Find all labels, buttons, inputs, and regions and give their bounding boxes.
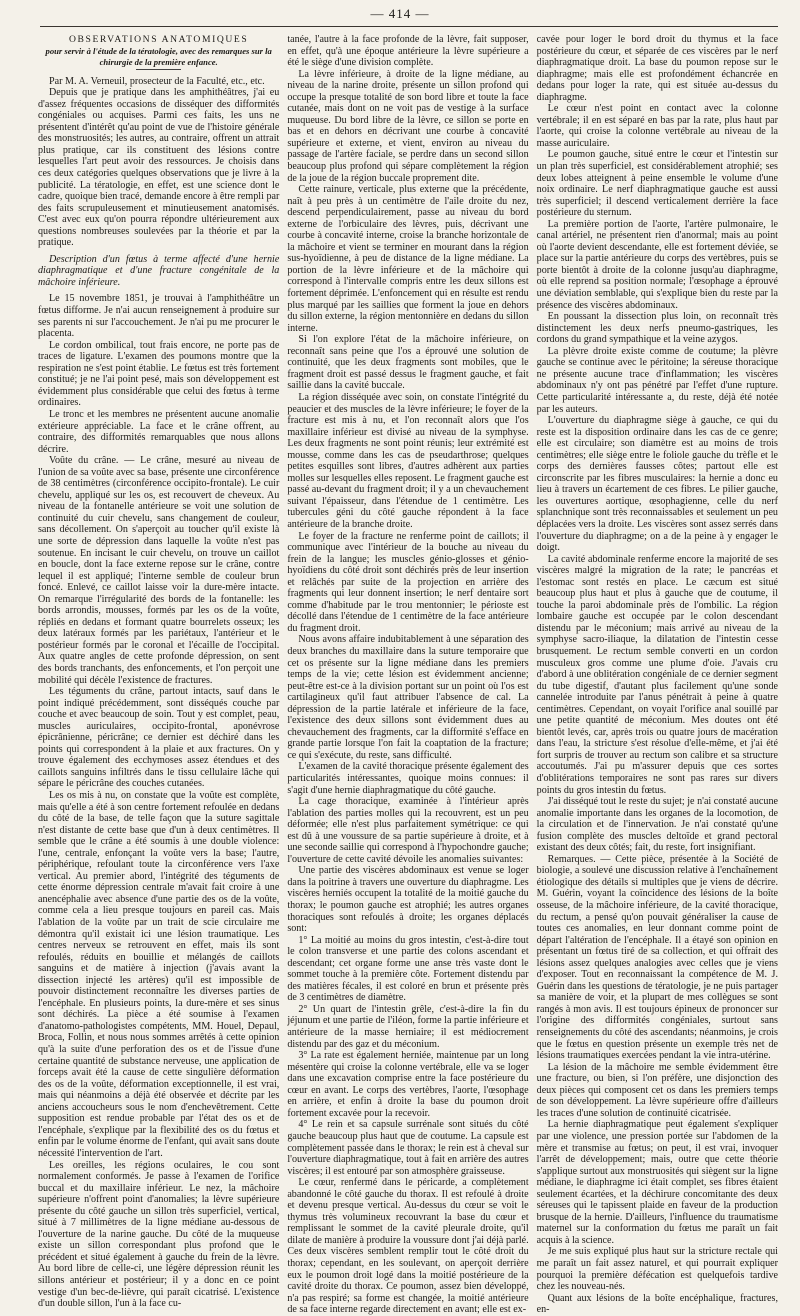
paragraph: Le cœur, renfermé dans le péricarde, a complètement abandonné le côté gauche du thorax. Il est refoulé à droite et devenu presque vertical. Au-dessus du cœur se voit le thymus très volumineux recouvrant la base du cœur et remplissant le sommet de la cavité pleurale droite, qu'il dilate de manière à produire la voussure dont j'ai déjà parlé. Ces deux viscères semblent remplir tout le côté droit du thorax; cependant, en les soulevant, on aperçoit derrière eux le poumon droit logé dans la moitié postérieure de la cavité droite du thorax. Ce poumon, assez bien développé, n'a pas respiré; sa forme est changée, la moitié antérieure de sa face interne regarde directement en avant; elle est ex- [287,1177,529,1316]
paragraph: cavée pour loger le bord droit du thymus et la face postérieure du cœur, et séparée de ces viscères par le nerf diaphragmatique droit. La base du poumon repose sur le diaphragme; mais elle est profondément échancrée en dedans pour loger la rate, qui est située au-dessus du diaphragme. [536,34,778,103]
paragraph: 4° Le rein et sa capsule surrénale sont situés du côté gauche beaucoup plus haut que de coutume. La capsule est complètement passée dans le thorax; le rein est à cheval sur l'ouverture diaphragmatique, tout à fait en arrière des autres viscères; il est entouré par son atmosphère graisseuse. [287,1119,529,1177]
paragraph: Voûte du crâne. — Le crâne, mesuré au niveau de l'union de sa voûte avec sa base, présente une circonférence de 38 centimètres (circonférence occipito-frontale). Le cuir chevelu, appliqué sur les os, est recouvert de cheveux. Au niveau de la fontanelle antérieure se voit une solution de continuité du cuir chevelu, sans changement de couleur, sans décollement. On s'aperçoit au toucher qu'il existe là une sorte de dépression dans laquelle la voûte n'est pas soutenue. En incisant le cuir chevelu, on trouve un caillot en boucle, dont la face externe repose sur le crâne, contre lequel il est appliqué; l'interne semble de couleur brun foncé. Enlevé, ce caillot laisse voir la dure-mère intacte. On remarque l'irrégularité des bords de la fontanelle: les bords arrondis, mousses, formés par les os de la voûte, répliés en dedans et formant quatre bourrelets osseux; les deux latéraux formés par les pariétaux, l'antérieur et le postérieur formés par le coronal et l'écaille de l'occipital. Aux quatre angles de cette profonde dépression, on sent des bords tranchants, des enfoncements, et l'on perçoit une mobilité qui décèle l'existence de fractures. [38,455,280,686]
section-title: OBSERVATIONS ANATOMIQUES [68,34,249,45]
paragraph: La hernie diaphragmatique peut également s'expliquer par une violence, une pression portée sur l'abdomen de la mère et transmise au fœtus; on peut, il est vrai, invoquer l'arrêt de développement; mais, outre que cette théorie s'applique surtout aux monstruosités qui siègent sur la ligne médiane, le diaphragme ici était complet, ses fibres étaient seulement écartées, et la déchirure concomitante des deux séreuses qui le tapissent plaide en faveur de la production brusque de la hernie. D'ailleurs, l'influence du traumatisme maternel sur la conformation du fœtus me paraît un fait acquis à la science. [536,1119,778,1246]
paragraph: Les os mis à nu, on constate que la voûte est complète, mais qu'elle a été à son centre fortement refoulée en dedans du côté de la base, de telle façon que la suture sagittale n'est distante de cette base que d'un à deux centimètres. Il semble que le crâne a été soumis à une double violence: l'une, centrale, enfonçant la voûte vers la base; l'autre, périphérique, refoulant toute la circonférence vers l'axe vertical. Au premier abord, l'intégrité des téguments de cette énorme dépression centrale m'avait fait croire à une anencéphalie avec absence d'une partie des os de la voûte, comme cela a lieu presque toujours en pareil cas. Mais l'ablation de la voûte par un trait de scie circulaire me démontra qu'il existait ici une lésion traumatique. Les centres nerveux se retrouvent en effet, mais ils sont refoulés, réduits en bouillie et mélangés de caillots sanguins et de matière à injection (j'avais avant la dissection injecté les artères) qu'il est impossible de pouvoir distinctement reconnaître les diverses parties de l'encéphale. En plusieurs points, la dure-mère et ses sinus sont déchirés. La pièce a été soumise à l'examen d'anatomo-pathologistes compétents, MM. Houel, Depaul, Broca, Follin, et nous nous sommes arrêtés à cette opinion qu'à la suite d'une perforation des os et de l'issue d'une certaine quantité de substance nerveuse, une application de forceps avait été la cause de cette singulière déformation des os de la voûte, déformation exceptionnelle, il est vrai, mais qui néanmoins a déjà été observée et décrite par les anciens accoucheurs sous le nom d'enchevêtrement. Cette supposition est rendue probable par l'état des os et de l'encéphale, s'explique par la flexibilité des os du fœtus et enfin par le volume énorme de l'enfant, qui avait sans doute nécessité l'intervention de l'art. [38,790,280,1159]
paragraph: En poussant la dissection plus loin, on reconnaît très distinctement les deux nerfs pneumo-gastriques, les cordons du grand sympathique et la veine azygos. [536,311,778,346]
paragraph: La première portion de l'aorte, l'artère pulmonaire, le canal artériel, ne présentent rien d'anormal; mais au point où l'aorte devient descendante, elle est fortement déviée, se place sur la partie antérieure du corps des vertèbres, puis se porte bientôt à droite de la colonne jusqu'au diaphragme, où elle reprend sa position normale; l'œsophage a éprouvé une déviation semblable, qui s'explique bien du reste par la présence des viscères abdominaux. [536,218,778,311]
paragraph: 1° La moitié au moins du gros intestin, c'est-à-dire tout le colon transverse et une partie des colons ascendant et descendant; cet organe forme une anse très vaste dont le sommet touche à la première côte. Fortement distendu par des matières fécales, il est coloré en brun et présente près de 3 centimètres de diamètre. [287,934,529,1004]
paragraph: La plèvre droite existe comme de coutume; la plèvre gauche se continue avec le péritoine; la séreuse thoracique ne présente aucune trace d'inflammation; les viscères abdominaux n'y ont pas pénétré par l'effet d'une rupture. Cette particularité intéressante a, du reste, déjà été notée par les auteurs. [536,345,778,415]
paragraph: La lèvre inférieure, à droite de la ligne médiane, au niveau de la narine droite, présente un sillon profond qui occupe la presque totalité de son bord libre et toute la face cutanée, mais dont on ne voit pas de vestige à la surface muqueuse. Du bord libre de la lèvre, ce sillon se porte en bas et en dehors en décrivant une courbe à concavité supérieure et externe, et vient, environ au niveau du passage de l'artère faciale, se perdre dans un second sillon beaucoup plus profond qui sépare complètement la région de la joue de la région buccale proprement dite. [287,68,529,184]
paragraph: L'examen de la cavité thoracique présente également des particularités intéressantes, quoique moins connues: il s'agit d'une hernie diaphragmatique du côté gauche. [287,761,529,796]
paragraph: Quant aux lésions de la boîte encéphalique, fractures, en- [536,1292,778,1316]
paragraph: La cavité abdominale renferme encore la majorité de ses viscères malgré la migration de la rate; le pancréas et l'estomac sont restés en place. Le cæcum est situé beaucoup plus haut et plus à gauche que de coutume, il touche la paroi abdominale près de l'ombilic. La région lombaire gauche est occupée par le colon descendant distendu par le méconium; mais arrivé au niveau de la symphyse sacro-iliaque, la dilatation de l'intestin cesse brusquement. Le rectum semble converti en un cordon musculeux gros comme une plume d'oie. J'avais cru d'abord à une oblitération congéniale de ce dernier segment du tube digestif, d'autant plus facilement qu'une sonde cannelée introduite par l'anus pénétrait à peine à quatre centimètres. Cependant, on voyait l'orifice anal souillé par une petite quantité de méconium. Mes doutes ont été bientôt levés, car, après trois ou quatre jours de macération dans l'eau, la stricture s'est résolue d'elle-même, et j'ai été fort surpris de trouver au rectum son calibre et sa structure accoutumés. J'ai pu m'assurer depuis que ces sortes d'oblitérations temporaires ne sont pas rares sur divers points du gros intestin du fœtus. [536,553,778,796]
text-columns [38,34,778,1316]
header-rule [40,26,778,27]
paragraph: 3° La rate est également herniée, maintenue par un long mésentère qui croise la colonne vertébrale, elle va se loger dans une excavation comprise entre la face postérieure du cœur en avant. Le corps des vertèbres, l'aorte, l'œsophage en arrière, et enfin à droite la base du poumon droit fortement excavée pour la recevoir. [287,1050,529,1119]
section-subtitle: pour servir à l'étude de la tératologie, avec des remarques sur la chirurgie de la première enfance. [45,45,272,68]
paragraph: Le poumon gauche, situé entre le cœur et l'intestin sur un plan très superficiel, est considérablement atrophié; ses deux lobes atteignent à peine ensemble le volume d'une noix ordinaire. Le nerf diaphragmatique gauche est aussi très superficiel; il descend verticalement derrière la face postérieure du sternum. [536,149,778,219]
paragraph: 2° Un quart de l'intestin grêle, c'est-à-dire la fin du jéjunum et une partie de l'iléon, forme la partie inférieure et antérieure de la masse herniaire; il est médiocrement distendu par des gaz et du méconium. [287,1003,529,1050]
column-right [536,34,778,1316]
paragraph: Une partie des viscères abdominaux est venue se loger dans la poitrine à travers une ouverture du diaphragme. Les viscères herniés occupent la totalité de la moitié gauche du thorax; le poumon gauche est atrophié; les autres organes thoraciques sont refoulés à droite; les organes déplacés sont: [287,865,529,935]
title-divider [136,69,181,70]
paragraph: Les oreilles, les régions oculaires, le cou sont normalement conformés. Je passe à l'examen de l'orifice buccal et du maxillaire inférieur. Le nez, la mâchoire supérieure n'offrent point d'anomalies; la lèvre supérieure présente du côté gauche un sillon très superficiel, vertical, situé à 7 millimètres de la ligne médiane au-dessous de l'ouverture de la narine gauche. Du côté de la muqueuse existe un sillon correspondant plus profond que le précédent et situé également à gauche du frein de la lèvre. Au bord libre de celle-ci, une légère dépression réunit les sillons antérieur et postérieur; il y a donc en ce point vestige d'un bec-de-lièvre, qui paraît cicatrisé. L'existence d'un double sillon, l'un à la face cu- [38,1159,280,1310]
article-title: Description d'un fœtus à terme affecté d'une hernie diaphragmatique et d'une fracture congénitale de la mâchoire inférieure. [38,253,280,288]
paragraph: Remarques. — Cette pièce, présentée à la Société de biologie, a soulevé une discussion relative à l'enchaînement étiologique des détails si multiples que je viens de décrire. M. Guérin, voyant la coïncidence des lésions de la boîte osseuse, de la mâchoire inférieure, de la cavité thoracique, du rectum, a pensé qu'on pouvait généraliser la cause de toutes ces anomalies, en leur donnant comme point de départ l'altération de l'encéphale. Il a étayé son opinion en présentant un fœtus tiré de sa collection, et qui offrait des lésions assez quelques analogies avec celles que je viens d'exposer. Tout en reconnaissant la compétence de M. J. Guérin dans les questions de tératologie, je ne puis partager sa manière de voir, et la plupart de mes collègues se sont rangés à mon avis. Il est toujours épineux de prononcer sur l'origine des difformités congéniales, surtout sans renseignements du côté des ascendants; néanmoins, je crois que le fœtus en question présente un exemple très net de lésions traumatiques exercées pendant la vie intra-utérine. [536,853,778,1062]
paragraph: L'ouverture du diaphragme siège à gauche, ce qui du reste est la disposition ordinaire dans les cas de ce genre; elle est circulaire; son diamètre est au moins de trois centimètres; elle siège entre le foliole gauche du trèfle et le corps des dernières fausses côtes; partout elle est circonscrite par les fibres musculaires: la hernie a donc eu lieu à travers un écartement de ces fibres. Le pilier gauche, les ouvertures aortique, œsophagienne, celle du nerf splanchnique sont très reconnaissables et seulement un peu déplacées vers la droite. Les viscères sont assez serrés dans l'ouverture du diaphragme; on a de la peine à y engager le doigt. [536,415,778,554]
column-left [38,34,280,1310]
paragraph: Depuis que je pratique dans les amphithéâtres, j'ai eu d'assez fréquentes occasions de disséquer des difformités congéniales ou acquises. Parmi ces faits, les uns ne présentent d'intérêt qu'au point de vue de l'histoire générale des monstruosités; les autres, au contraire, offrent un attrait plus pratique, car ils constituent des lésions contre lesquelles l'art peut avoir des ressources. Je choisis dans ces deux catégories quelques observations que je livre à la publicité. La tératologie, en effet, est une science dont le cadre, quoique bien tracé, demande encore à être rempli par des faits scrupuleusement et minutieusement anatomisés. C'est avec eux qu'on pourra répondre ultérieurement aux questions nombreuses soulevées par la théorie et par la pratique. [38,87,280,249]
paragraph: Le tronc et les membres ne présentent aucune anomalie extérieure appréciable. La face et le crâne offrent, au contraire, des difformités remarquables que nous allons décrire. [38,408,280,455]
author-line: Par M. A. Verneuil, prosecteur de la Faculté, etc., etc. [49,75,265,87]
column-middle [287,34,529,1316]
paragraph: La lésion de la mâchoire me semble évidemment être une fracture, ou bien, si l'on préfère, une disjonction des deux pièces qui composent cet os dans les premiers temps de son développement. La lèvre supérieure offre d'ailleurs les traces d'une solution de continuité cicatrisée. [536,1061,778,1119]
paragraph: Le 15 novembre 1851, je trouvai à l'amphithéâtre un fœtus difforme. Je n'ai aucun renseignement à produire sur ses parents ni sur l'accouchement. Je n'ai pu me procurer le placenta. [38,293,280,340]
paragraph: Le cordon ombilical, tout frais encore, ne porte pas de traces de ligature. L'examen des poumons montre que la respiration ne s'est point établie. Le fœtus est très fortement constitué; je ne l'ai point pesé, mais son développement est évidemment plus considérable que celui des fœtus à terme ordinaires. [38,339,280,409]
paragraph: La région disséquée avec soin, on constate l'intégrité du peaucier et des muscles de la lèvre inférieure; le foyer de la fracture est mis à nu, et l'on reconnaît alors que l'os maxillaire inférieur est divisé au niveau de la symphyse. Les deux fragments ne sont point réunis; leur extrémité est mousse, comme dans les cas de pseudarthrose; quelques petites esquilles sont libres, d'autres adhèrent aux parties molles sur lesquelles elles reposent. Le fragment gauche est passé au-devant du fragment droit; il y a un chevauchement suivant l'épaisseur, dans l'étendue de 1 centimètre. Les tubercules géni du côté gauche répondent à la face antérieure de la branche droite. [287,391,529,530]
paragraph: Le cœur n'est point en contact avec la colonne vertébrale; il en est séparé en bas par la rate, plus haut par l'aorte, qui croise la colonne vertébrale au niveau de la masse auriculaire. [536,103,778,149]
paragraph: Si l'on explore l'état de la mâchoire inférieure, on reconnaît sans peine que l'os a éprouvé une solution de continuité, que les deux fragments sont mobiles, que le fragment droit est passé dessus le fragment gauche, et fait saillie dans la cavité buccale. [287,334,529,392]
paragraph: J'ai disséqué tout le reste du sujet; je n'ai constaté aucune anomalie importante dans les organes de la locomotion, de la circulation et de l'innervation. Je n'ai constaté qu'une fusion complète des muscles deltoïde et grand pectoral existant des deux côtés; fait, du reste, fort insignifiant. [536,796,778,854]
paragraph: tanée, l'autre à la face profonde de la lèvre, fait supposer, en effet, qu'à une époque antérieure la lèvre supérieure a été le siège d'une division complète. [287,34,529,69]
paragraph: Cette rainure, verticale, plus externe que la précédente, naît à peu près à un centimètre de l'aile droite du nez, descend perpendiculairement, passe au niveau du bord externe de l'orbiculaire des lèvres, puis, décrivant une courbe à concavité interne, croise la branche horizontale de la mâchoire et vient se terminer en mourant dans la région sus-hyoïdienne, à peu de distance de la ligne médiane. La portion de la lèvre inférieure et de la mâchoire qui correspond à l'intervalle compris entre les deux sillons est fortement déprimée. L'enfoncement qui en résulte est rendu plus marqué par les saillies que forment la joue en dehors du sillon externe, la région mentonnière en dedans du sillon interne. [287,184,529,334]
paragraph: Les téguments du crâne, partout intacts, sauf dans le point indiqué précédemment, sont disséqués couche par couche et avec beaucoup de soin. Tout y est complet, peau, muscles auriculaires, occipito-frontal, aponévrose épicrânienne, péricrâne; ce dernier est déchiré dans les points qui correspondent à la plaie et aux fractures. On y trouve également des ecchymoses assez étendues et des caillots sanguins infiltrés dans le tissu cellulaire lâche qui sépare le péricrâne des couches cutanées. [38,686,280,790]
page-number: — 414 — [370,6,430,21]
paragraph: Nous avons affaire indubitablement à une séparation des deux branches du maxillaire dans la suture temporaire que cet os présente sur la ligne médiane dans les premiers temps de la vie; cette lésion est évidemment ancienne; peut-être est-ce à la division portant sur un point où l'os est cartilagineux qu'il faut attribuer l'absence de cal. La dépression de la partie latérale et inférieure de la face, l'existence des deux sillons sont évidemment dues au chevauchement des fragments, car la difformité s'efface en grande partie lorsque l'on fait la coaptation de la fracture; ce qui s'exécute, du reste, sans difficulté. [287,634,529,761]
paragraph: Je me suis expliqué plus haut sur la stricture rectale qui me paraît un fait assez naturel, et qui pourrait expliquer pourquoi la première défécation est quelquefois tardive chez les nouveau-nés. [536,1246,778,1293]
paragraph: Le foyer de la fracture ne renferme point de caillots; il communique avec l'intérieur de la bouche au niveau du frein de la langue; les muscles génio-glosses et génio-hyoïdiens du côté droit sont déchirés près de leur insertion et relâchés par suite de la projection en arrière des fragments qui leur donnent insertion; le nerf dentaire sort comme d'habitude par le trou mentonnier; le périoste est décollé dans l'étendue de 1 centimètre de la face antérieure du fragment droit. [287,530,529,634]
paragraph: La cage thoracique, examinée à l'intérieur après l'ablation des parties molles qui la recouvrent, est un peu déformée; elle n'est plus parfaitement symétrique: ce qui est dû à une voussure de sa partie supérieure à droite, et à une seconde saillie qui correspond à l'hypochondre gauche; l'ouverture de cette cavité dévoile les anomalies suivantes: [287,796,529,865]
